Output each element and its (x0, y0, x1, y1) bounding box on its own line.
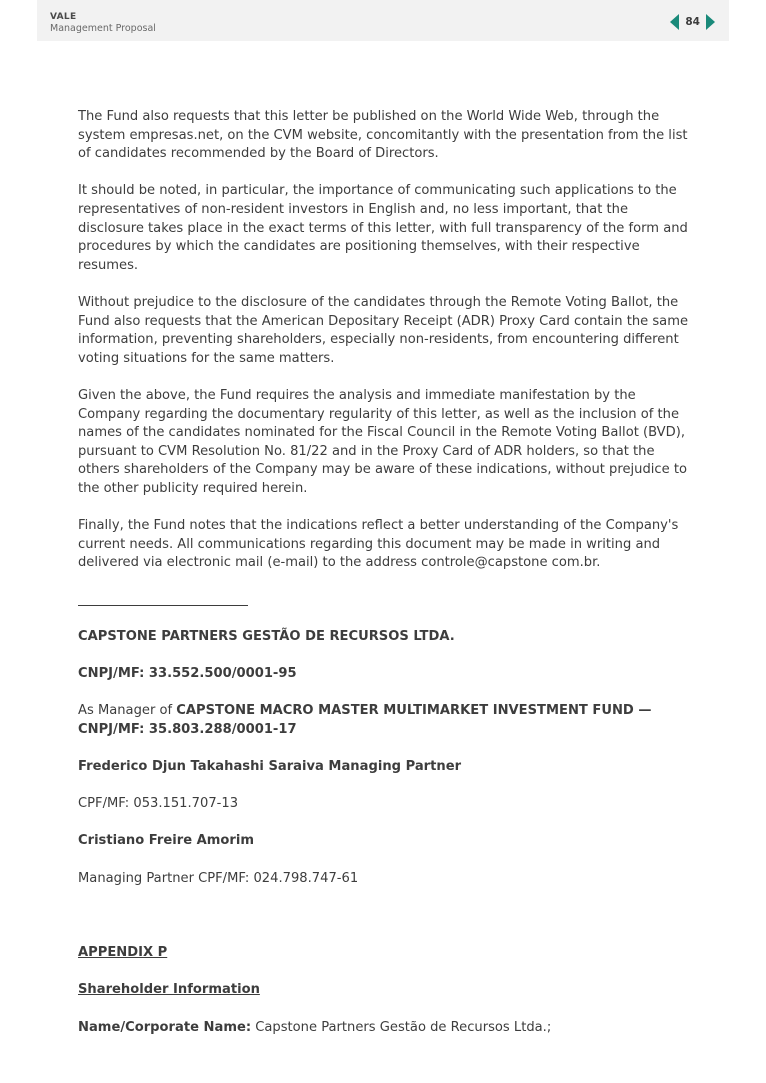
paragraph-adr-proxy: Without prejudice to the disclosure of the candidates through the Remote Voting Ballot, the Fund also requests that the American Depositary Receipt (ADR) Proxy Card contain the same information, preventing shareholders, especially non-residents, from encountering different voting situations for the same matters. (78, 294, 689, 366)
previous-page-arrow-icon[interactable] (670, 14, 679, 30)
document-body (78, 108, 696, 1056)
paragraph-communication: It should be noted, in particular, the importance of communicating such applications to the representatives of non-resident investors in English and, no less important, that the disclosure takes place in the exact terms of this letter, with full transparency of the form and procedures by which the candidates are positioning themselves, with their respective resumes. (78, 183, 688, 273)
name-label: Name/Corporate Name: (78, 1019, 252, 1035)
appendix-title: APPENDIX P (78, 945, 168, 961)
appendix-section-heading: Shareholder Information (78, 982, 260, 998)
shareholder-name-line (78, 1019, 696, 1038)
paragraph-requirements: Given the above, the Fund requires the analysis and immediate manifestation by the Company regarding the documentary regularity of this letter, as well as the inclusion of the names of the candidates nominated for the Fiscal Council in the Remote Voting Ballot (BVD), pursuant to CVM Resolution No. 81/22 and in the Proxy Card of ADR holders, so that the others shareholders of the Company may be aware of these indications, without prejudice to the other publicity required herein. (78, 387, 687, 496)
signatory-company: CAPSTONE PARTNERS GESTÃO DE RECURSOS LTDA. (78, 628, 455, 644)
manager-fund: CAPSTONE MACRO MASTER MULTIMARKET INVESTMENT FUND — CNPJ/MF: 35.803.288/0001-17 (78, 703, 652, 737)
paragraph-publication: The Fund also requests that this letter be published on the World Wide Web, through the system empresas.net, on the CVM website, concomitantly with the presentation from the list of candidates recommended by the Board of Directors. (78, 109, 688, 162)
signer-1-cpf: CPF/MF: 053.151.707-13 (78, 796, 239, 812)
manager-statement (78, 702, 696, 739)
signature-line (78, 605, 248, 606)
next-page-arrow-icon[interactable] (706, 14, 715, 30)
page-number: 84 (685, 16, 700, 28)
document-subtitle: Management Proposal (50, 23, 156, 34)
signer-2-cpf: Managing Partner CPF/MF: 024.798.747-61 (78, 870, 359, 886)
manager-prefix: As Manager of (78, 703, 177, 719)
page-header (37, 0, 729, 41)
page-navigation (670, 13, 715, 31)
paragraph-closing: Finally, the Fund notes that the indications reflect a better understanding of the Company's current needs. All communications regarding this document may be made in writing and delivered via electronic mail (e-mail) to the address controle@capstone com.br. (78, 518, 679, 571)
brand-name: VALE (50, 12, 77, 22)
name-value: Capstone Partners Gestão de Recursos Ltda.; (251, 1019, 552, 1035)
signatory-cnpj: CNPJ/MF: 33.552.500/0001-95 (78, 666, 297, 682)
signer-1-name: Frederico Djun Takahashi Saraiva Managing Partner (78, 759, 462, 774)
signer-2-name: Cristiano Freire Amorim (78, 833, 254, 849)
